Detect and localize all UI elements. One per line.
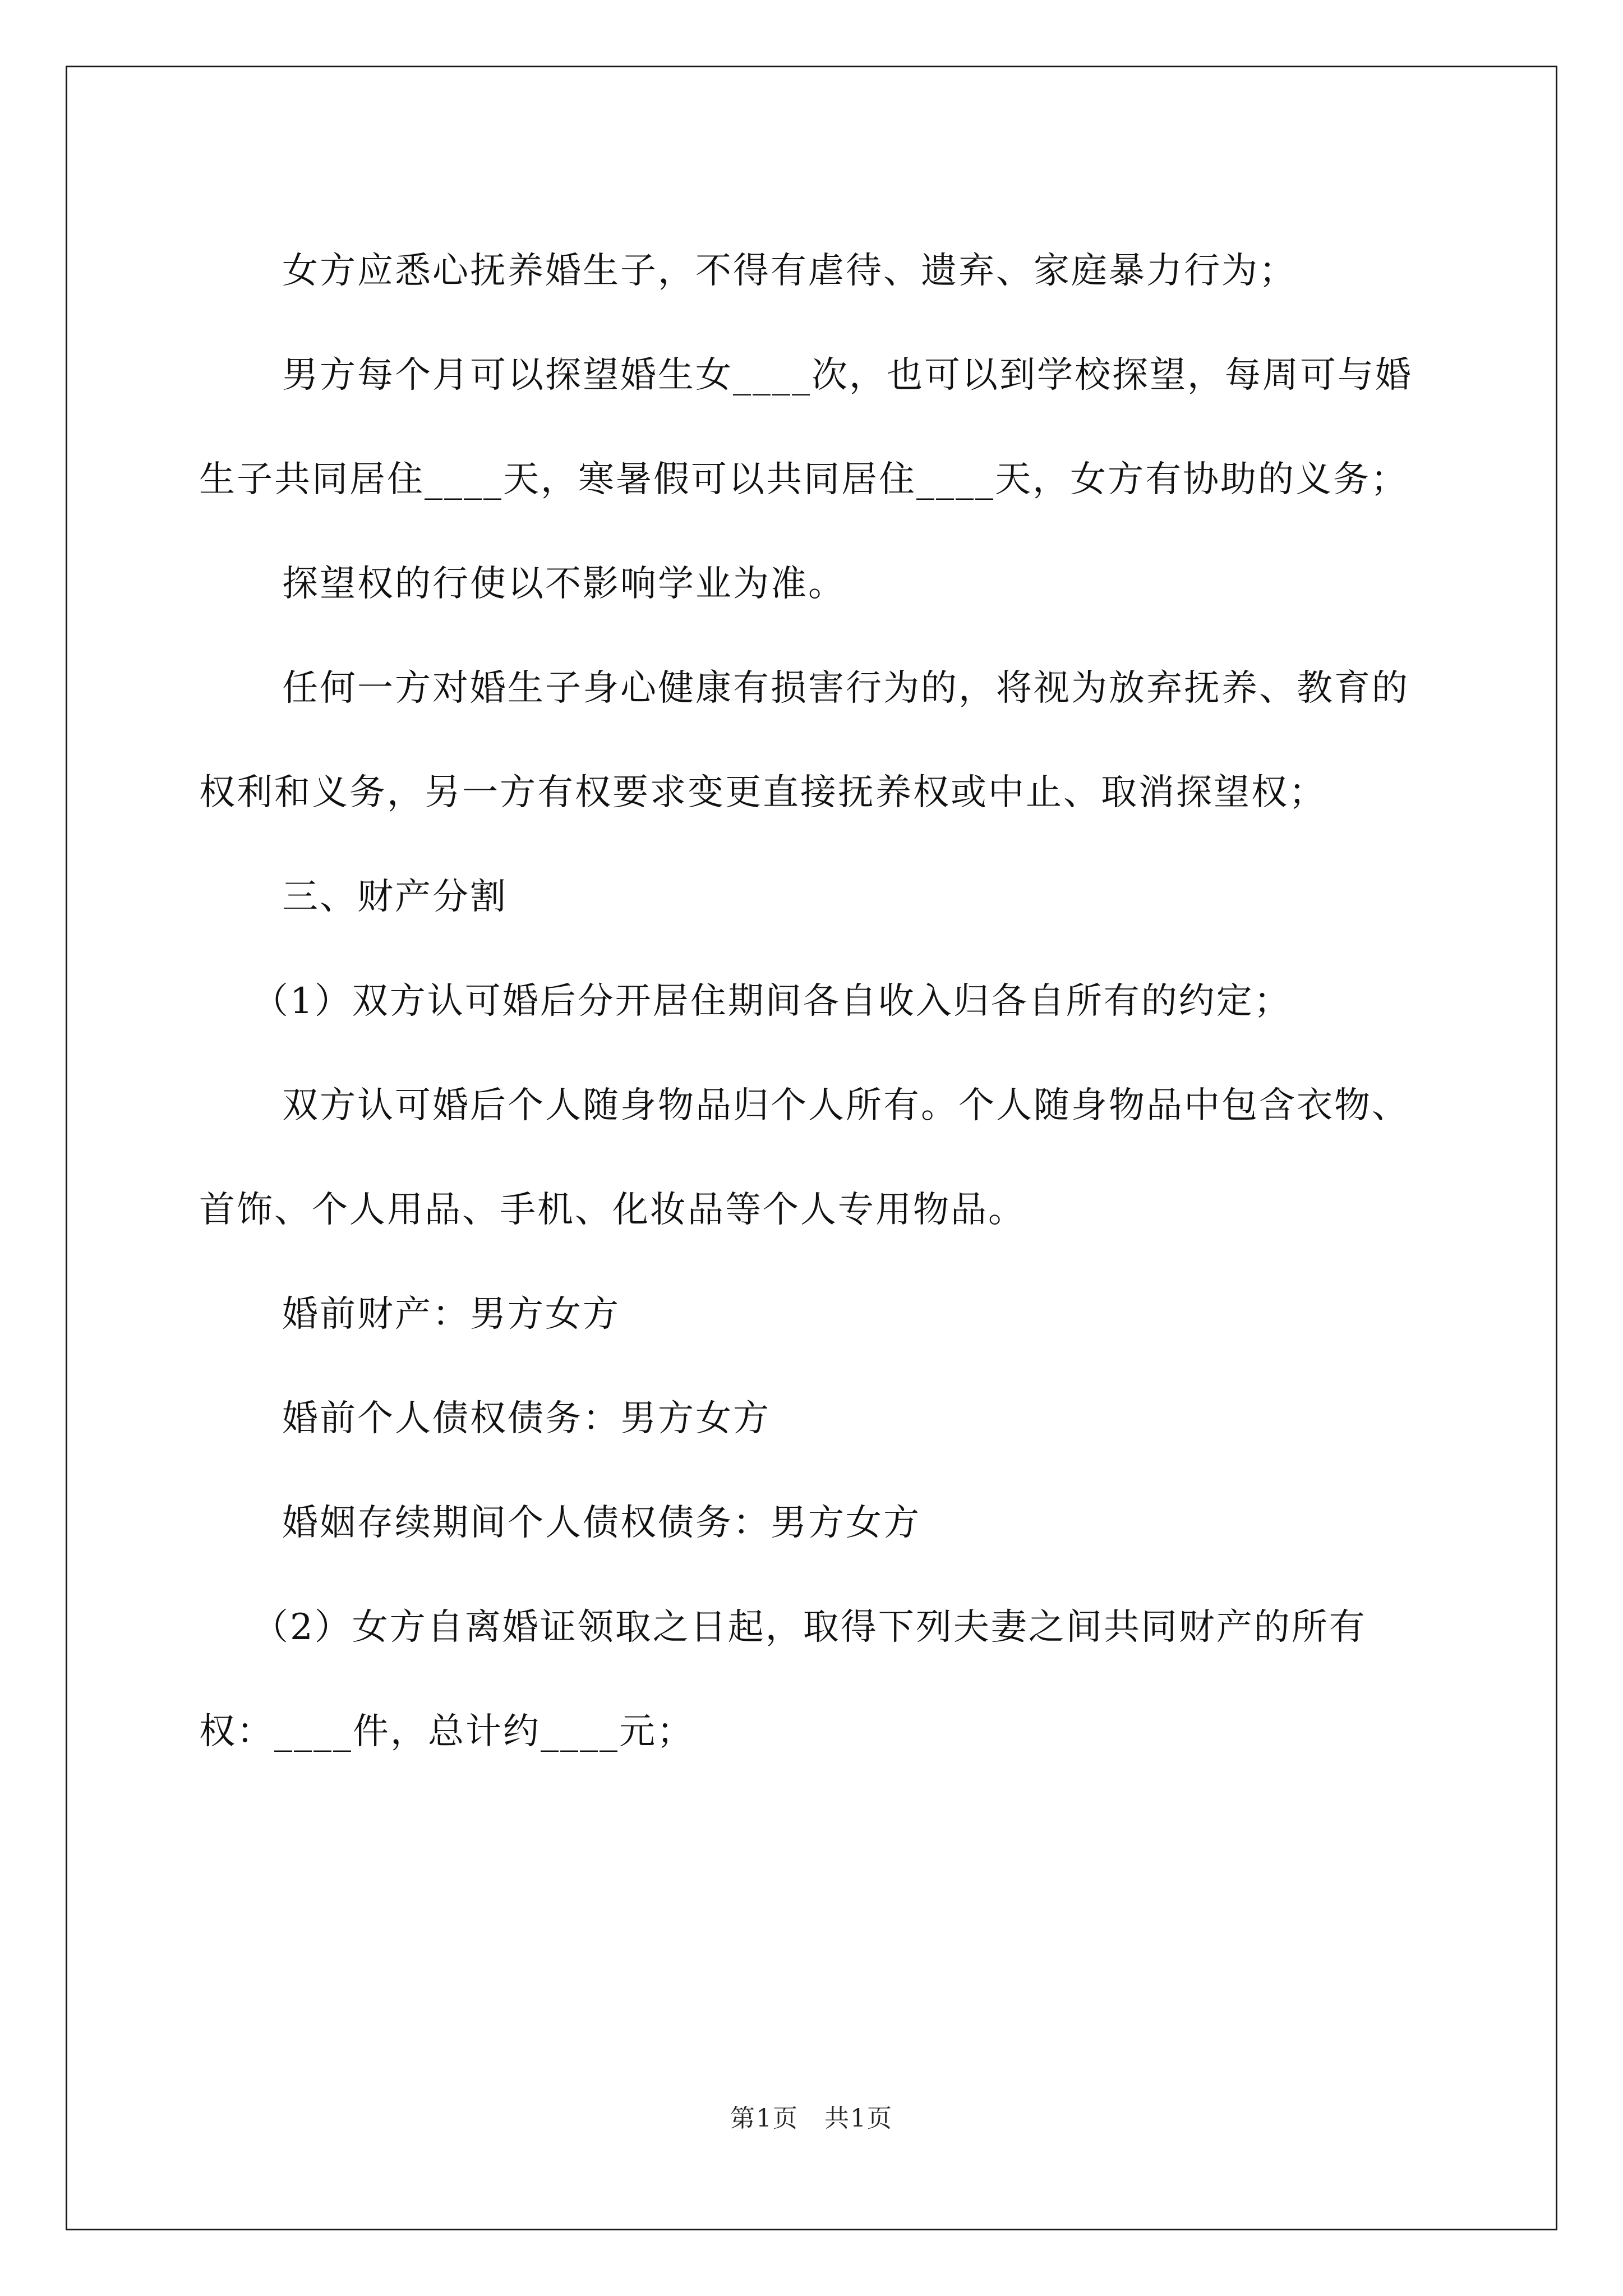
paragraph-marital-debts: 婚姻存续期间个人债权债务：男方女方 — [282, 1502, 921, 1544]
page-number: 第1页 共1页 — [730, 2104, 893, 2133]
document-body — [199, 219, 1424, 1784]
paragraph-visitation: 男方每个月可以探望婚生女____次，也可以到学校探望，每周可与婚生子共同居住____天，寒暑假可以共同居住____天，女方有协助的义务； — [199, 355, 1413, 500]
paragraph-custody-duty: 女方应悉心抚养婚生子，不得有虐待、遗弃、家庭暴力行为； — [282, 250, 1297, 292]
paragraph-income-agreement: （1）双方认可婚后分开居住期间各自收入归各自所有的约定； — [252, 981, 1292, 1022]
paragraph-premarital-property: 婚前财产：男方女方 — [282, 1294, 620, 1335]
paragraph-harm-clause: 任何一方对婚生子身心健康有损害行为的，将视为放弃抚养、教育的权利和义务，另一方有权要求变更直接抚养权或中止、取消探望权； — [199, 668, 1409, 813]
paragraph-visitation-study: 探望权的行使以不影响学业为准。 — [282, 563, 846, 605]
paragraph-female-property: （2）女方自离婚证领取之日起，取得下列夫妻之间共同财产的所有权：____件，总计约____元； — [199, 1607, 1367, 1752]
section-heading-property: 三、财产分割 — [282, 876, 508, 918]
paragraph-personal-items: 双方认可婚后个人随身物品归个人所有。个人随身物品中包含衣物、首饰、个人用品、手机、化妆品等个人专用物品。 — [199, 1085, 1409, 1231]
paragraph-premarital-debts: 婚前个人债权债务：男方女方 — [282, 1398, 771, 1439]
